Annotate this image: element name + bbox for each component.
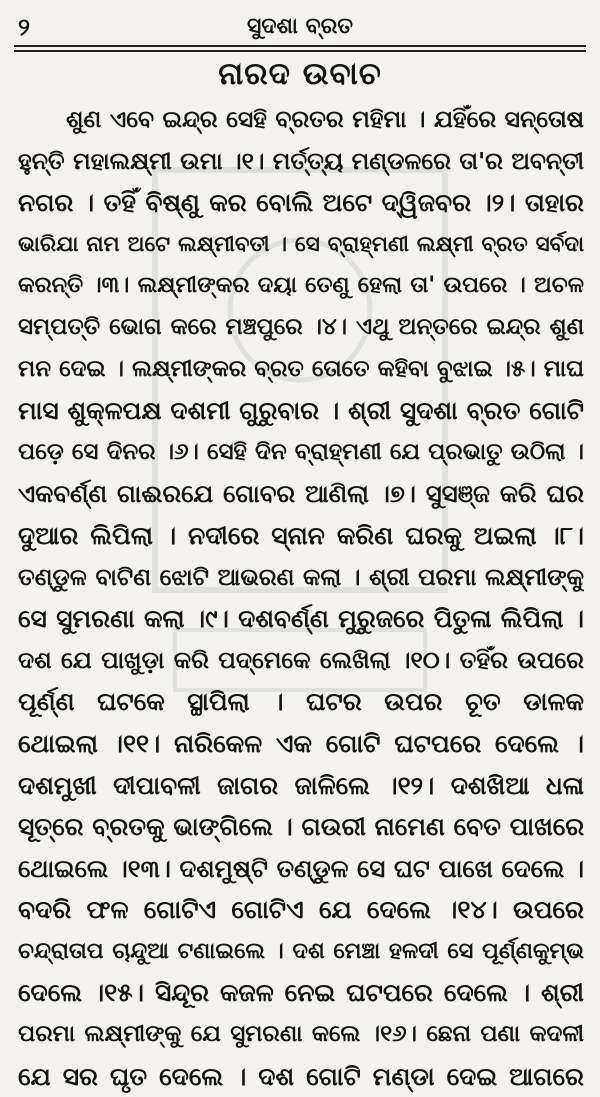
text-line: ଚନ୍ଦ୍ରାତାପ ଚାନ୍ଦୁଆ ଟଣାଇଲେ । ଦଶ ମେଞ୍ଚା ହଳଦୀ ସେ ପୂର୍ଣ୍ଣକୁମ୍ଭ [18,937,584,964]
running-title: ସୁଦଶା ବ୍ରତ [247,14,353,39]
text-line: ତଣ୍ଡୁଳ ବାଟିଣ ଝୋଟି ଆଭରଣ କଲା । ଶ୍ରୀ ପରମା ଲକ୍ଷ୍ମୀଙ୍କୁ [18,562,584,591]
text-line: ଶୁଣ ଏବେ ଇନ୍ଦ୍ର ସେହି ବ୍ରତର ମହିମା । ଯହିଁରେ ସନ୍ତୋଷ [66,105,584,133]
text-line: ବଦରି ଫଳ ଗୋଟିଏ ଗୋଟିଏ ଯେ ଦେଲେ ।୧୪। ଉପରେ [18,895,584,925]
text-line: ଭାରିଯା ନାମ ଅଟେ ଲକ୍ଷ୍ମୀବତୀ । ସେ ବ୍ରାହ୍ମଣୀ ଲକ୍ଷ୍ମୀ ବ୍ରତ ସର୍ବଦା [18,231,584,257]
chapter-heading: ନାରଦ ଉବାଚ [218,56,382,92]
text-line: ଥୋଇଲା ।୧୧। ନାରିକେଳ ଏକ ଗୋଟି ଘଟପରେ ଦେଲେ । [18,728,584,758]
text-line: ହୁନ୍ତି ମହାଲକ୍ଷ୍ମୀ ଉମା ।୧। ମର୍ତ୍ତ୍ୟ ମଣ୍ଡଳରେ ତା'ର ଅବନ୍ତୀ [18,146,584,175]
header-rule-bottom [14,50,586,52]
body-text [18,99,584,1097]
page-number: ୨ [18,13,30,41]
text-line: ଦେଲେ ।୧୫। ସିନ୍ଦୂର କଜଳ ନେଇ ଘଟପରେ ଦେଲେ । ଶ୍ରୀ [18,978,584,1008]
text-line: ଦଶମୁଖୀ ଦୀପାବଳୀ ଜାଗର ଜାଳିଲେ ।୧୨। ଦଶଖିଆ ଧଳା [18,770,584,800]
text-line: ଏକବର୍ଣ୍ଣ ଗାଈରଯେ ଗୋବର ଆଣିଲା ।୭। ସୁସଞ୍ଜ କରି ଘର [18,479,584,509]
text-line: ଯେ ସର ଘୃତ ଦେଲେ । ଦଶ ଗୋଟି ମଣ୍ଡା ଦେଇ ଆଗରେ [18,1061,584,1091]
text-line: ମାସ ଶୁକ୍ଳପକ୍ଷ ଦଶମୀ ଗୁରୁବାର । ଶ୍ରୀ ସୁଦଶା ବ୍ରତ ଗୋଟି [18,396,584,426]
text-line: ପରମା ଲକ୍ଷ୍ମୀଙ୍କୁ ଯେ ସୁମରଣା କଲେ ।୧୬। ଛେନା ପଣା କଦଳୀ [18,1021,584,1048]
text-line: ପୂର୍ଣ୍ଣ ଘଟକେ ସ୍ଥାପିଲା । ଘଟର ଉପର ଚୂତ ଡାଳକ [18,687,584,717]
text-line: ସମ୍ପତ୍ତି ଭୋଗ କରେ ମଞ୍ଚପୁରେ ।୪। ଏଥୁ ଅନ୍ତରେ ଇନ୍ଦ୍ର ଶୁଣ [18,313,584,340]
text-line: ସେ ସୁମରଣା କଲା ।୯। ଦଶବର୍ଣ୍ଣ ମୁରୁଜରେ ପିତୁଳା ଲିପିଲା । [18,604,584,634]
text-line: ନଗର । ତହିଁ ବିଷ୍ଣୁ କର ବୋଲି ଅଟେ ଦ୍ୱିଜବର ।୨। ତାହାର [18,188,584,218]
text-line: କରନ୍ତି ।୩। ଲକ୍ଷ୍ମୀଙ୍କର ଦୟା ତେଣୁ ହେଲା ତା' ଉପରେ । ଅଚଳ [18,272,584,299]
header-rule-top [14,45,586,47]
text-line: ପଡ଼େ ସେ ଦିନର ।୬। ସେହି ଦିନ ବ୍ରାହ୍ମଣୀ ଯେ ପ୍ରଭାତୁ ଉଠିଲା । [18,438,584,465]
text-line: ମନ ଦେଇ । ଲକ୍ଷ୍ମୀଙ୍କର ବ୍ରତ ତୋତେ କହିବା ବୁଝାଇ ।୫। ମାଘ [18,355,584,382]
text-line: ଦୁଆର ଲିପିଲା । ନଦୀରେ ସ୍ନାନ କରିଣ ଘରକୁ ଅଇଲା ।୮। [18,520,584,550]
text-line: ସୂତ୍ରେ ବ୍ରତକୁ ଭାଙ୍ଗିଲେ । ଗଉରୀ ନାମେଣ ବେତ ପାଖରେ [18,812,584,842]
text-line: ଦଶ ଯେ ପାଖୁଡ଼ା କରି ପଦ୍ମେକେ ଲେଖିଲା ।୧୦। ତହିଁର ଉପରେ [18,645,584,674]
page-header [16,10,584,46]
text-line: ଥୋଇଲେ ।୧୩। ଦଶମୁଷ୍ଟି ତଣ୍ଡୁଳ ସେ ଘଟ ପାଖେ ଦେଲେ । [18,853,584,883]
